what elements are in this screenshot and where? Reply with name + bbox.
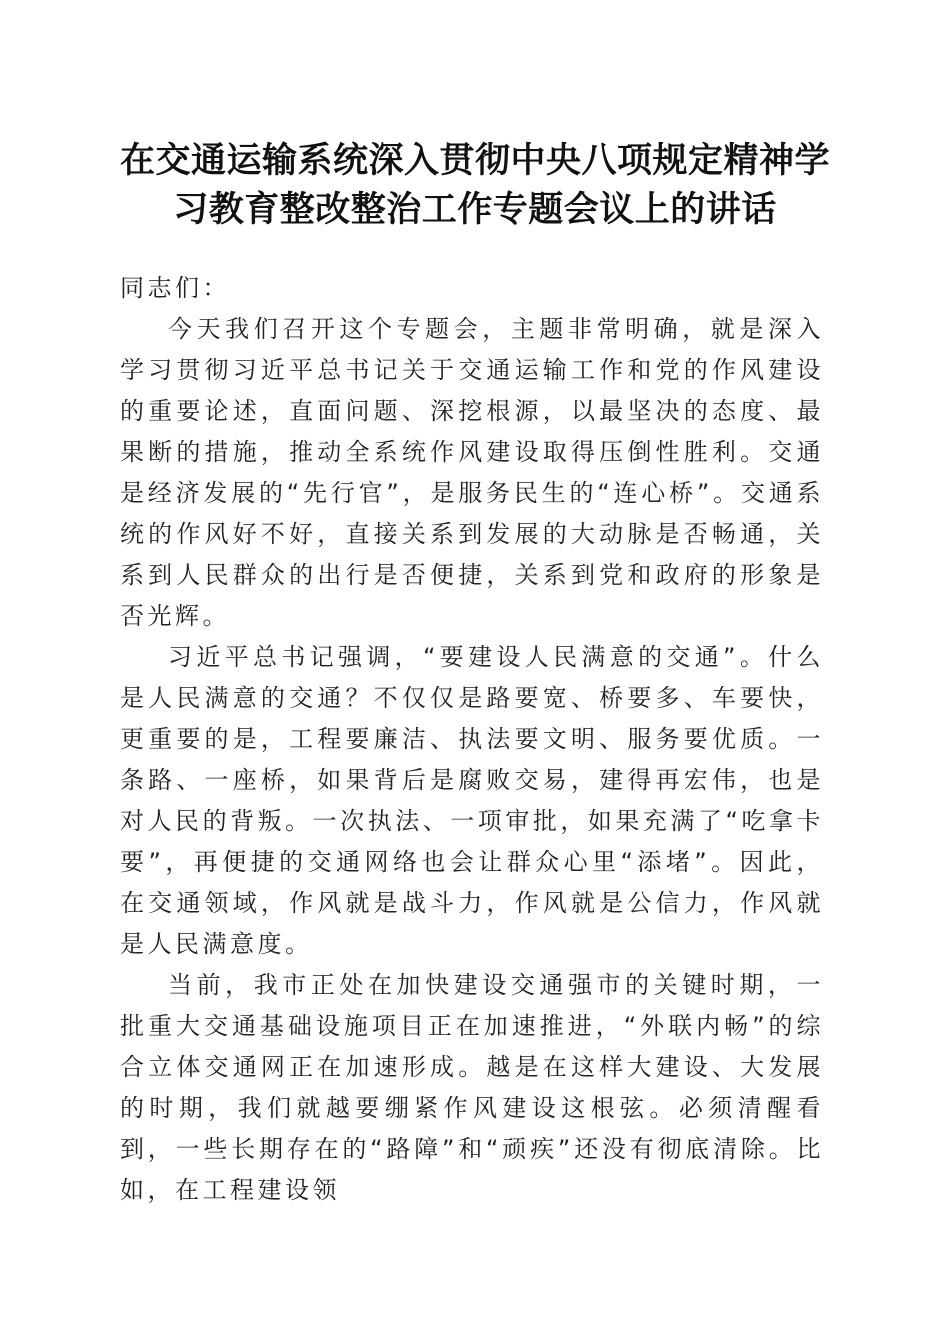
document-body — [120, 268, 824, 1211]
paragraph-3: 当前，我市正处在加快建设交通强市的关键时期，一批重大交通基础设施项目正在加速推进，“外联内畅”的综合立体交通网正在加速形成。越是在这样大建设、大发展的时期，我们就越要绷紧作风建设这根弦。必须清醒看到，一些长期存在的“路障”和“顽疾”还没有彻底清除。比如，在工程建设领 — [120, 971, 824, 1204]
paragraph-1: 今天我们召开这个专题会，主题非常明确，就是深入学习贯彻习近平总书记关于交通运输工作和党的作风建设的重要论述，直面问题、深挖根源，以最坚决的态度、最果断的措施，推动全系统作风建设取得压倒性胜利。交通是经济发展的“先行官”，是服务民生的“连心桥”。交通系统的作风好不好，直接关系到发展的大动脉是否畅通，关系到人民群众的出行是否便捷，关系到党和政府的形象是否光辉。 — [120, 315, 824, 630]
title-line-2: 习教育整改整治工作专题会议上的讲话 — [173, 189, 777, 230]
paragraph-2: 习近平总书记强调，“要建设人民满意的交通”。什么是人民满意的交通？不仅仅是路要宽、桥要多、车要快，更重要的是，工程要廉洁、执法要文明、服务要优质。一条路、一座桥，如果背后是腐败交易，建得再宏伟，也是对人民的背叛。一次执法、一项审批，如果充满了“吃拿卡要”，再便捷的交通网络也会让群众心里“添堵”。因此，在交通领域，作风就是战斗力，作风就是公信力，作风就是人民满意度。 — [120, 643, 824, 958]
document-title — [110, 136, 840, 234]
salutation: 同志们： — [120, 274, 230, 302]
title-line-1: 在交通运输系统深入贯彻中央八项规定精神学 — [119, 140, 830, 181]
